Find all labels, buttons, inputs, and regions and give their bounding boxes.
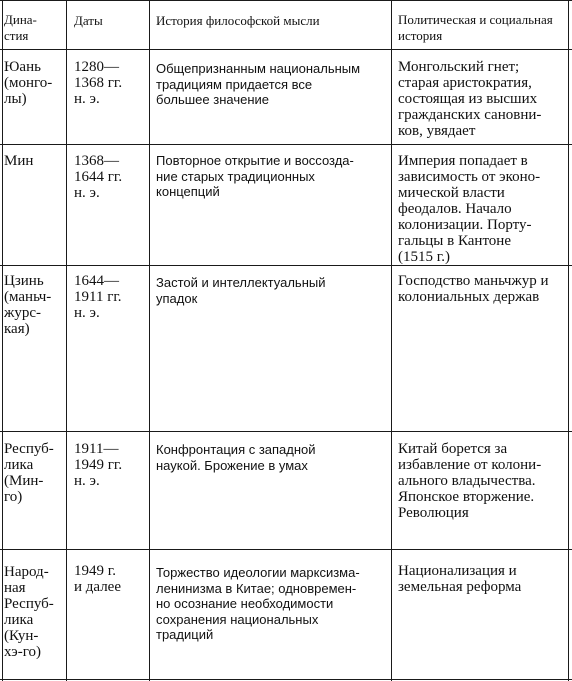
- table-border-left: [2, 0, 3, 681]
- header-dates: Даты: [74, 13, 103, 28]
- row-divider: [0, 265, 572, 266]
- table-border-right: [568, 0, 569, 681]
- row-ming-dynasty: Мин: [4, 153, 34, 169]
- table-border-top: [0, 0, 572, 1]
- row-qing-philosophy: Застой и интеллектуальный упадок: [156, 275, 326, 306]
- row-republic-dynasty: Респуб- лика (Мин- го): [4, 441, 54, 505]
- row-republic-dates: 1911— 1949 гг. н. э.: [74, 441, 123, 489]
- row-divider: [0, 549, 572, 550]
- header-politics: Политическая и социальная история: [398, 12, 553, 43]
- column-divider: [391, 0, 392, 681]
- row-prc-dynasty: Народ- ная Респуб- лика (Кун- хэ-го): [4, 564, 54, 660]
- column-divider: [66, 0, 67, 681]
- header-philosophy: История философской мысли: [156, 13, 320, 28]
- row-yuan-politics: Монгольский гнет; старая аристократия, состоящая из высших гражданских сановни- ков, увядает: [398, 59, 542, 139]
- row-ming-philosophy: Повторное открытие и воссозда- ние старых традиционных концепций: [156, 153, 354, 199]
- row-yuan-dynasty: Юань (монго- лы): [4, 59, 53, 107]
- row-prc-politics: Национализация и земельная реформа: [398, 563, 522, 595]
- row-prc-philosophy: Торжество идеологии марксизма- ленинизма в Китае; одновремен- но осознание необходимости сохранения национальных традиций: [156, 565, 360, 642]
- row-divider: [0, 144, 572, 145]
- row-yuan-philosophy: Общепризнанным национальным традициям придается все большее значение: [156, 61, 361, 107]
- table-border-bottom: [0, 679, 572, 680]
- row-qing-politics: Господство маньчжур и колониальных держав: [398, 273, 549, 305]
- column-divider: [149, 0, 150, 681]
- row-republic-politics: Китай борется за избавление от колони- ального владычества. Японское вторжение. Революция: [398, 441, 542, 521]
- row-qing-dynasty: Цзинь (маньч- журс- кая): [4, 273, 52, 337]
- row-republic-philosophy: Конфронтация с западной наукой. Брожение в умах: [156, 442, 316, 473]
- header-dynasty: Дина- стия: [4, 12, 37, 43]
- header-divider: [0, 49, 572, 50]
- row-yuan-dates: 1280— 1368 гг. н. э.: [74, 59, 123, 107]
- row-qing-dates: 1644— 1911 гг. н. э.: [74, 273, 122, 321]
- row-prc-dates: 1949 г. и далее: [74, 563, 121, 595]
- row-ming-dates: 1368— 1644 гг. н. э.: [74, 153, 123, 201]
- row-divider: [0, 431, 572, 432]
- row-ming-politics: Империя попадает в зависимость от эконо- мической власти феодалов. Начало колонизации. Порту- гальцы в Кантоне (1515 г.): [398, 153, 541, 265]
